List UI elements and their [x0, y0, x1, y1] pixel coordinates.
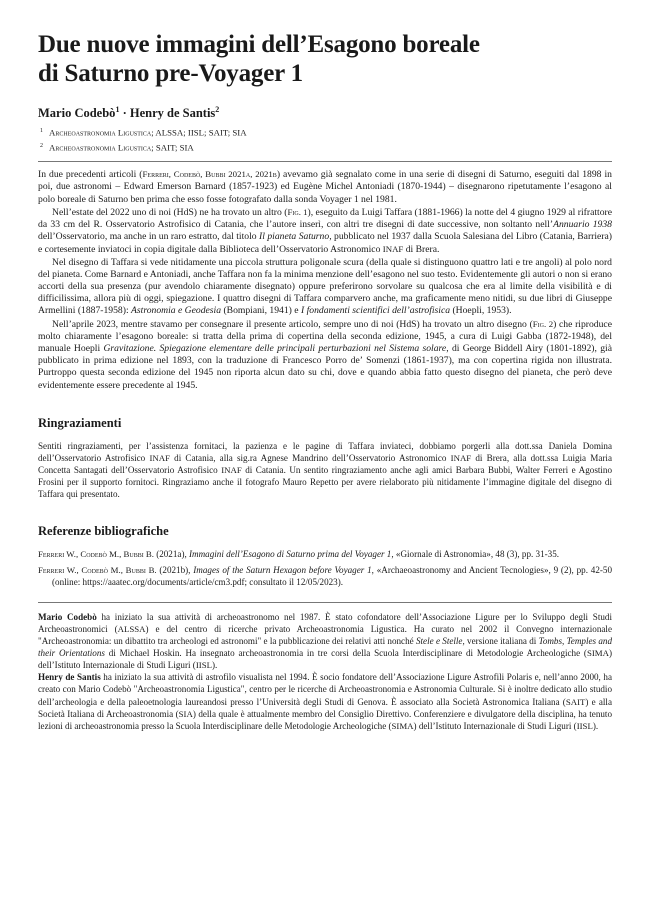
bio1-text-a: ha iniziato la sua attività di archeoastronomo nel 1987. È stato cofondatore dell’Associazione Ligure per lo Sviluppo degli Studi Archeoastronomici (	[38, 611, 613, 634]
bio1-title-tombs: Tombs, Temples and their Orientations	[38, 636, 612, 659]
p4-title-gravitazione: Gravitazione. Spiegazione elementare delle principali perturbazioni nel Sistema solare	[103, 343, 447, 355]
author-2: Henry de Santis	[129, 106, 216, 121]
bio2-text-d: ) dell’Istituto Internazionale di Studi Liguri (	[413, 720, 577, 731]
affiliation-2-text: Archeoastronomia Ligustica; SAIT; SIA	[49, 142, 194, 153]
p3-text-c: (Hoepli, 1953).	[450, 305, 512, 317]
ack-text-b: di Catania, alla sig.ra Agnese Mandrino dell’Osservatorio Astronomico	[169, 452, 451, 463]
ack-text-a: Sentiti ringraziamenti, per l’assistenza fornitaci, la pazienza e le pagine di Taffara inviateci, dobbiamo porgerli alla dott.ssa Daniela Domina dell’Osservatorio Astrofisico	[38, 440, 612, 463]
header-divider	[38, 161, 612, 162]
author-line	[38, 105, 612, 121]
p2-title-pianeta: Il pianeta Saturno	[259, 231, 330, 243]
acknowledgements-text	[38, 440, 612, 500]
references-heading: Referenze bibliografiche	[38, 523, 169, 538]
affiliation-1-text: Archeoastronomia Ligustica; ALSSA; IISL; SAIT; SIA	[49, 127, 247, 138]
affiliation-1-num: 1	[40, 128, 43, 135]
bio2-sia: SIA	[178, 708, 193, 719]
bio2-text-a: ha iniziato la sua attività di astrofilo visualista nel 1994. È socio fondatore dell’Associazione Ligure Astrofili Polaris e, nell’anno 2000, ha creato con Mario Codebò "Archeoastronomia Ligustica", centro per le ricerche di Archeoastronomia e Astronomia Culturale. Si è inoltre dedicato allo studio dell’archeologia e della paleoetnologia laureandosi presso l’Università degli Studi di Genova. È associato alla Società Astronomica Italiana (	[38, 672, 612, 707]
p4-text-c: , di George Biddell Airy (1801-1892), già pubblicato in prima edizione nel 1893, con la traduzione di Francesco Porro de’ Somenzi (1861-1937), ma con copertina rigida non illustrata. Purtroppo questa seconda edizione del 1945 non riporta alcun dato su chi, dove e quando abbia fatto questo disegno del pianeta, che però deve evidentemente essere precedente al 1945.	[38, 343, 612, 391]
acknowledgements-heading: Ringraziamenti	[38, 415, 122, 430]
p2-text-e: di Brera.	[403, 244, 440, 256]
affiliation-2	[38, 140, 612, 155]
author-1-sup: 1	[115, 105, 120, 114]
p3-text-b: (Bompiani, 1941) e	[221, 305, 301, 317]
affiliation-2-num: 2	[40, 142, 43, 149]
bio1-text-d: di Michael Hoskin. Ha insegnato archeoastronomia in tre corsi della Scuola Interdisciplinare di Metodologie Archeologiche (	[104, 648, 587, 659]
author-1: Mario Codebò	[38, 106, 116, 121]
p3-text-a: Nel disegno di Taffara si vede nitidamente una piccola struttura poligonale scura (della quale si distinguono quattro lati e tre angoli) al polo nord del pianeta. Come Barnard e Antoniadi, anche Taffara non fa la minima menzione dell’esagono nel suo testo. Evidentemente gli autori o non si erano accorti della sua presenza (pur avendolo chiaramente disegnato) oppure preferirono sorvolare su qualcosa che era al limite della visibilità e di difficilissima, allora più di oggi, spiegazione. I quattro disegni di Taffara comparvero anche, ma graficamente meno nitidi, su due libri di Giuseppe Armellini (1887-1958):	[38, 256, 612, 317]
bio2-text-b: ) e alla Società Italiana di Archeoastronomia (	[38, 696, 612, 719]
p2-text-b: ), eseguito da Luigi Taffara (1881-1966) la notte del 4 giugno 1929 al rifrattore da 33 cm del R. Osservatorio Astrofisico di Catania, che l’autore inserì, con altri tre disegni di date successive, non soltanto nell’	[38, 206, 612, 231]
bio1-name: Mario Codebò	[38, 611, 97, 622]
p3-title-fondamenti: I fondamenti scientifici dell’astrofisica	[300, 305, 451, 317]
ref1-authors: Ferreri W., Codebò M., Bubbi B.	[38, 548, 157, 559]
article-body	[38, 168, 612, 392]
ref2-year: (2021b),	[159, 564, 194, 575]
p2-title-annuario: Annuario 1938	[553, 219, 612, 231]
title-line-1: Due nuove immagini dell’Esagono boreale	[38, 31, 480, 58]
bio2-text-e: ).	[592, 720, 599, 731]
ack-inaf-1: INAF	[149, 452, 170, 463]
ack-inaf-2: INAF	[450, 452, 472, 463]
bio1-iisl: IISL	[195, 660, 212, 671]
author-bios	[38, 611, 612, 732]
ref2-authors: Ferreri W., Codebò M., Bubbi B.	[38, 564, 160, 575]
bio1-text-c: , versione italiana di	[462, 636, 539, 647]
p1-citation: Ferreri, Codebò, Bubbi 2021a, 2021b	[142, 169, 277, 180]
affiliation-1	[38, 125, 612, 140]
reference-2	[38, 564, 612, 588]
paragraph-2	[38, 206, 612, 257]
bio-desantis	[38, 671, 612, 731]
bio-divider	[38, 602, 612, 603]
bio1-text-e: ) dell’Istituto Internazionale di Studi Liguri (	[38, 648, 612, 671]
paragraph-4	[38, 318, 612, 392]
paragraph-1	[38, 168, 612, 206]
p2-fig-ref: Fig. 1	[287, 206, 308, 217]
bio-codebo	[38, 611, 612, 671]
bio2-sait: SAIT	[565, 696, 586, 707]
ack-text-c: di Brera, alla dott.ssa Luigia Maria Concetta Santagati dell’Osservatorio Astrofisico	[38, 452, 612, 475]
bio1-text-b: ) e del centro di ricerche privato Archeoastronomia Ligustica. Ha curato nel 2002 il Convegno internazionale "Archeoastronomia: un dibattito tra archeologi ed astronomi" e la pubblicazione dei relativi atti nonché	[38, 623, 612, 647]
p4-text-a: Nell’aprile 2023, mentre stavamo per consegnare il presente articolo, sempre uno di noi (HdS) ha trovato un altro disegno (	[52, 318, 533, 330]
bio2-text-c: ) della quale è attualmente membro del Consiglio Direttivo. Conferenziere e divulgatore della disciplina, ha tenuto lezioni di archeoastronomia presso la Scuola Interdisciplinare delle Metodologie Archeologiche (	[38, 708, 612, 731]
bio1-title-stele: Stele e Stelle	[415, 636, 463, 647]
bio1-alssa: ALSSA	[117, 623, 146, 634]
ref2-source: , «Archaeoastronomy and Ancient Tecnologies», 9 (2), pp. 42-50 (online: https://aaatec.org/documents/article/cm3.pdf; consultato il 12/05/2023).	[52, 564, 612, 587]
ref2-title: Images of the Saturn Hexagon before Voyager 1	[193, 564, 372, 575]
ack-inaf-3: INAF	[221, 464, 242, 475]
affiliations	[38, 125, 612, 154]
p2-text-c: dell’Osservatorio, ma anche in un raro estratto, dal titolo	[38, 231, 260, 243]
article-title	[38, 30, 612, 88]
p4-text-b: ) che riproduce molto chiaramente l’esagono boreale: si tratta della prima di copertina della seconda edizione, 1945, a cura di Luigi Gabba (1872-1948), del manuale Hoepli	[38, 318, 612, 355]
ack-text-d: di Catania. Un sentito ringraziamento anche agli amici Barbara Bubbi, Walter Ferreri e Agostino Frosini per il supporto fornitoci. Ringraziamo anche il fotografo Mauro Repetto per avere rielaborato più nitidamente l’immagine digitale del disegno di Taffara qui presentato.	[38, 464, 612, 499]
bio2-iisl: IISL	[576, 720, 593, 731]
ref1-title: Immagini dell’Esagono di Saturno prima del Voyager 1	[189, 548, 392, 559]
reference-1	[38, 548, 612, 560]
bio2-name: Henry de Santis	[38, 672, 101, 683]
p2-text-d: , pubblicato nel 1937 dalla Scuola Salesiana del Libro (Catania, Barriera) e cortesemente inviatoci in copia digitale dalla Biblioteca dell’Osservatorio Astronomico	[38, 231, 612, 256]
p4-fig-ref: Fig. 2	[532, 318, 554, 329]
p1-text-a: In due precedenti articoli (	[38, 169, 143, 181]
author-2-sup: 2	[215, 105, 220, 114]
p3-title-astronomia: Astronomia e Geodesia	[131, 305, 222, 317]
ref1-year: (2021a),	[156, 548, 190, 559]
p2-text-a: Nell’estate del 2022 uno di noi (HdS) ne ha trovato un altro (	[52, 206, 288, 218]
author-separator: ·	[119, 106, 130, 121]
ref1-source: , «Giornale di Astronomia», 48 (3), pp. 31-35.	[391, 548, 560, 559]
bio1-text-f: ).	[211, 660, 218, 671]
bio2-sima: SIMA	[391, 720, 414, 731]
bio1-sima: SIMA	[586, 648, 609, 659]
title-line-2: di Saturno pre-Voyager 1	[38, 60, 303, 87]
paragraph-3	[38, 257, 612, 318]
p1-text-b: ) avevamo già segnalato come in una serie di disegni di Saturno, eseguiti dal 1898 in poi, due astronomi – Edward Emerson Barnard (1857-1923) ed Eugène Michel Antoniadi (1870-1944) – disegnarono ripetutamente l’esagono al polo boreale di Saturno ben prima che esso fosse fotografato dalla sonda Voyager 1 nel 1981.	[38, 169, 612, 205]
p2-inaf: INAF	[382, 244, 404, 255]
